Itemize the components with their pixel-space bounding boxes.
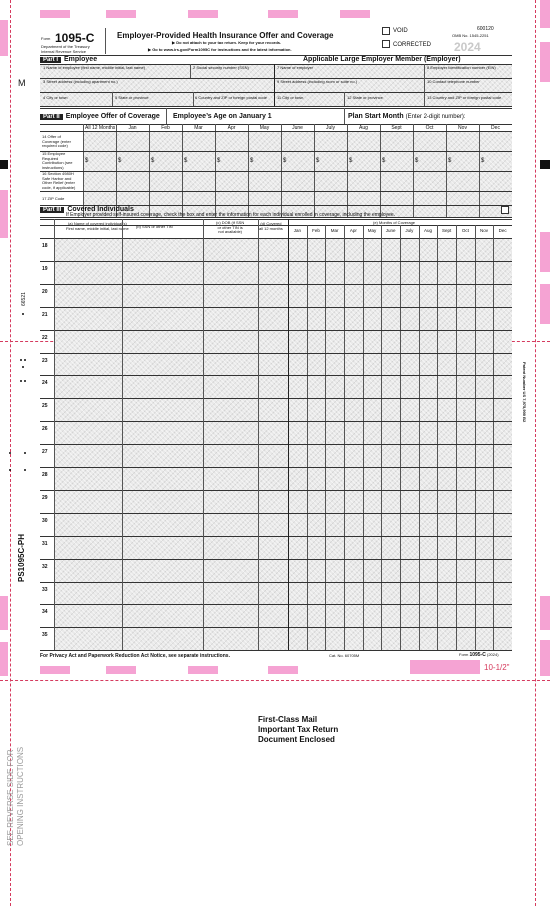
- part3-title: Covered Individuals: [67, 206, 134, 213]
- form-instruction-1: ▶ Do not attach to your tax return. Keep for your records.: [172, 40, 282, 45]
- line14-cell[interactable]: [84, 132, 115, 150]
- mailing-text: First-Class Mail Important Tax Return Document Enclosed: [258, 715, 339, 744]
- table-row[interactable]: [40, 375, 512, 398]
- form-instruction-2: ▶ Go to www.irs.gov/Form1095C for instructions and the latest information.: [148, 47, 292, 52]
- row-number: 19: [42, 265, 48, 272]
- line14-cell[interactable]: [414, 132, 445, 150]
- col-d-header: (d) Covered all 12 months: [259, 221, 283, 231]
- line14-cell[interactable]: [282, 132, 313, 150]
- employer-state-field[interactable]: 12 State or province: [347, 95, 383, 100]
- dollar-sign: $: [184, 158, 188, 164]
- employee-state-field[interactable]: 5 State or province: [115, 95, 149, 100]
- self-insured-checkbox[interactable]: [501, 206, 509, 214]
- part3-month-header: Sept: [442, 228, 452, 233]
- part2-month-header: Jan: [128, 125, 137, 131]
- line15-cell[interactable]: [216, 152, 247, 170]
- line15-label: 15 Employee Required Contribution (see instructions): [42, 151, 73, 170]
- part1-employer-title: Applicable Large Employer Member (Employer): [303, 56, 461, 63]
- form-word: Form: [41, 36, 51, 41]
- employee-age-label: Employee’s Age on January 1: [173, 113, 272, 120]
- row-number: 27: [42, 449, 48, 456]
- dollar-sign: $: [217, 158, 221, 164]
- part2-label: Part II: [40, 114, 63, 120]
- line16-cell[interactable]: [216, 172, 247, 190]
- line15-cell[interactable]: [315, 152, 346, 170]
- line16-cell[interactable]: [117, 172, 148, 190]
- table-row[interactable]: [40, 284, 512, 307]
- dollar-sign: $: [349, 158, 353, 164]
- dept-line-1: Department of the Treasury: [41, 44, 90, 49]
- row-number: 29: [42, 494, 48, 501]
- table-row[interactable]: [40, 582, 512, 605]
- part2-month-header: July: [326, 125, 335, 131]
- line14-cell[interactable]: [117, 132, 148, 150]
- line14-cell[interactable]: [348, 132, 379, 150]
- employer-zip-field[interactable]: 13 Country and ZIP or foreign postal code: [427, 95, 502, 100]
- row-number: 34: [42, 609, 48, 616]
- product-code: PS1095C-PH: [17, 533, 26, 582]
- row-number: 30: [42, 517, 48, 524]
- row-number: 24: [42, 380, 48, 387]
- part2-month-header: All 12 Months: [85, 125, 116, 131]
- patent-number: Patent Number US 7,975,900 B2: [522, 362, 527, 423]
- part3-month-header: Dec: [498, 228, 507, 233]
- part2-month-header: May: [259, 125, 270, 131]
- omb-number: OMB No. 1545-2251: [452, 33, 489, 38]
- form-1095c: [40, 20, 512, 663]
- line15-cell[interactable]: [447, 152, 478, 170]
- margin-letter: M: [18, 78, 26, 88]
- line16-cell[interactable]: [150, 172, 181, 190]
- row-number: 32: [42, 563, 48, 570]
- employee-street-field[interactable]: 3 Street address (including apartment no.): [43, 79, 118, 84]
- dollar-sign: $: [415, 158, 419, 164]
- top-code: 600120: [477, 26, 494, 32]
- row-number: 26: [42, 426, 48, 433]
- part2-month-header: Feb: [161, 125, 170, 131]
- table-row[interactable]: [40, 444, 512, 467]
- line15-cell[interactable]: [183, 152, 214, 170]
- line14-cell[interactable]: [249, 132, 280, 150]
- table-row[interactable]: [40, 467, 512, 490]
- form-number: 1095-C: [55, 31, 95, 45]
- tax-year: 2024: [454, 40, 481, 54]
- plan-start-month-hint: (Enter 2-digit number):: [405, 114, 466, 120]
- part3-month-header: Oct: [461, 228, 469, 233]
- line16-cell[interactable]: [84, 172, 115, 190]
- form-title: Employer-Provided Health Insurance Offer and Coverage: [117, 31, 334, 40]
- line16-cell[interactable]: [282, 172, 313, 190]
- footer-notice: For Privacy Act and Paperwork Reduction Act Notice, see separate instructions.: [40, 653, 230, 659]
- line16-cell[interactable]: [249, 172, 280, 190]
- line15-cell[interactable]: [282, 152, 313, 170]
- row-number: 20: [42, 288, 48, 295]
- dollar-sign: $: [151, 158, 155, 164]
- part3-month-header: Apr: [349, 228, 357, 233]
- line14-cell[interactable]: [183, 132, 214, 150]
- table-row[interactable]: [40, 330, 512, 353]
- corrected-label: CORRECTED: [393, 42, 432, 48]
- row-number: 18: [42, 243, 48, 249]
- dollar-sign: $: [316, 158, 320, 164]
- dimension-label-2: 10-1/2": [484, 663, 510, 672]
- table-row[interactable]: [40, 238, 512, 261]
- side-code: 66521: [21, 292, 27, 306]
- dollar-sign: $: [118, 158, 122, 164]
- corrected-checkbox[interactable]: [382, 40, 390, 48]
- row-number: 28: [42, 472, 48, 478]
- part2-month-header: Sept: [391, 125, 402, 131]
- table-row[interactable]: [40, 559, 512, 582]
- part2-month-header: Nov: [458, 125, 467, 131]
- part2-month-header: Mar: [194, 125, 203, 131]
- line15-cell[interactable]: [150, 152, 181, 170]
- dollar-sign: $: [481, 158, 485, 164]
- dollar-sign: $: [382, 158, 386, 164]
- part1-employee-title: Employee: [64, 56, 98, 63]
- part2-title: Employee Offer of Coverage: [65, 113, 160, 120]
- table-row[interactable]: [40, 490, 512, 513]
- void-label: VOID: [393, 28, 408, 34]
- dollar-sign: $: [250, 158, 254, 164]
- part3-month-header: May: [367, 228, 377, 233]
- dept-line-2: Internal Revenue Service: [41, 49, 86, 54]
- line14-label: 14 Offer of Coverage (enter required code): [42, 134, 71, 148]
- employer-name-field[interactable]: 7 Name of employer: [277, 65, 314, 70]
- table-row[interactable]: [40, 421, 512, 444]
- line16-cell[interactable]: [381, 172, 412, 190]
- line15-cell[interactable]: [117, 152, 148, 170]
- line16-label: 16 Section 4980H Safe Harbor and Other Relief (enter code, if applicable): [42, 171, 76, 190]
- col-a-header: (a) Name of covered individual(s) First name, middle initial, last name: [66, 221, 129, 231]
- row-number: 25: [42, 403, 48, 410]
- employee-city-field[interactable]: 4 City or town: [43, 95, 68, 100]
- employee-name-field[interactable]: 1 Name of employee (first name, middle initial, last name): [43, 65, 146, 70]
- employee-ssn-field[interactable]: 2 Social security number (SSN): [193, 65, 249, 70]
- table-row[interactable]: [40, 604, 512, 627]
- employer-street-field[interactable]: 9 Street address (including room or suite no.): [277, 79, 358, 84]
- line15-cell[interactable]: [480, 152, 511, 170]
- part3-label: Part III: [40, 207, 64, 213]
- line14-cell[interactable]: [381, 132, 412, 150]
- part3-month-header: Mar: [330, 228, 339, 233]
- col-b-header: (b) SSN or other TIN: [136, 224, 173, 229]
- col-c-header: (c) DOB (if SSN or other TIN is not available): [216, 220, 245, 234]
- line16-cell[interactable]: [183, 172, 214, 190]
- table-row[interactable]: [40, 307, 512, 330]
- plan-start-month-label: Plan Start Month: [348, 113, 404, 120]
- employee-zip-field[interactable]: 6 Country and ZIP or foreign postal code: [195, 95, 267, 100]
- row-number: 33: [42, 586, 48, 593]
- line15-cell[interactable]: [249, 152, 280, 170]
- table-row[interactable]: [40, 513, 512, 536]
- line14-cell[interactable]: [480, 132, 511, 150]
- dollar-sign: $: [85, 158, 89, 164]
- table-row[interactable]: [40, 627, 512, 650]
- part3-month-header: June: [385, 228, 396, 233]
- part1-label: Part I: [40, 57, 61, 63]
- line14-cell[interactable]: [216, 132, 247, 150]
- catalog-number: Cat. No. 60705M: [329, 653, 360, 658]
- line15-cell[interactable]: [84, 152, 115, 170]
- part3-month-header: Jan: [293, 228, 301, 233]
- table-row[interactable]: [40, 398, 512, 421]
- row-number: 35: [42, 632, 48, 639]
- part3-description: If Employer provided self-insured coverage, check the box and enter the information for each individual enrolled in coverage, including the employee.: [66, 212, 396, 218]
- line15-cell[interactable]: [348, 152, 379, 170]
- part2-month-header: Apr: [227, 125, 236, 131]
- part3-month-header: July: [405, 228, 414, 233]
- employer-phone-field[interactable]: 10 Contact telephone number: [427, 79, 480, 84]
- line17-label: 17 ZIP Code: [42, 196, 65, 201]
- row-number: 31: [42, 540, 48, 547]
- void-checkbox[interactable]: [382, 27, 390, 35]
- part2-month-header: Oct: [425, 125, 434, 131]
- line16-cell[interactable]: [480, 172, 511, 190]
- table-row[interactable]: [40, 536, 512, 559]
- part2-month-header: Aug: [359, 125, 368, 131]
- line16-cell[interactable]: [447, 172, 478, 190]
- line16-cell[interactable]: [414, 172, 445, 190]
- part2-month-header: Dec: [491, 125, 500, 131]
- row-number: 21: [42, 311, 48, 318]
- part2-month-header: June: [292, 125, 303, 131]
- line14-cell[interactable]: [315, 132, 346, 150]
- table-row[interactable]: [40, 353, 512, 376]
- part3-month-header: Feb: [312, 228, 320, 233]
- row-number: 23: [42, 357, 48, 364]
- line16-cell[interactable]: [348, 172, 379, 190]
- line16-cell[interactable]: [315, 172, 346, 190]
- dollar-sign: $: [283, 158, 287, 164]
- employer-city-field[interactable]: 11 City or town: [277, 95, 304, 100]
- part3-month-header: Aug: [424, 228, 433, 233]
- employer-ein-field[interactable]: 8 Employer identification number (EIN): [427, 65, 496, 70]
- part3-month-header: Nov: [480, 228, 489, 233]
- line15-cell[interactable]: [414, 152, 445, 170]
- dollar-sign: $: [448, 158, 452, 164]
- row-number: 22: [42, 334, 48, 341]
- line15-cell[interactable]: [381, 152, 412, 170]
- line14-cell[interactable]: [447, 132, 478, 150]
- line14-cell[interactable]: [150, 132, 181, 150]
- table-row[interactable]: [40, 261, 512, 284]
- col-e-header: (e) Months of Coverage: [373, 220, 416, 225]
- opening-instructions: SEE REVERSE SIDE FOR OPENING INSTRUCTIONS: [6, 746, 25, 846]
- footer-form-id: Form 1095-C (2024): [459, 652, 499, 658]
